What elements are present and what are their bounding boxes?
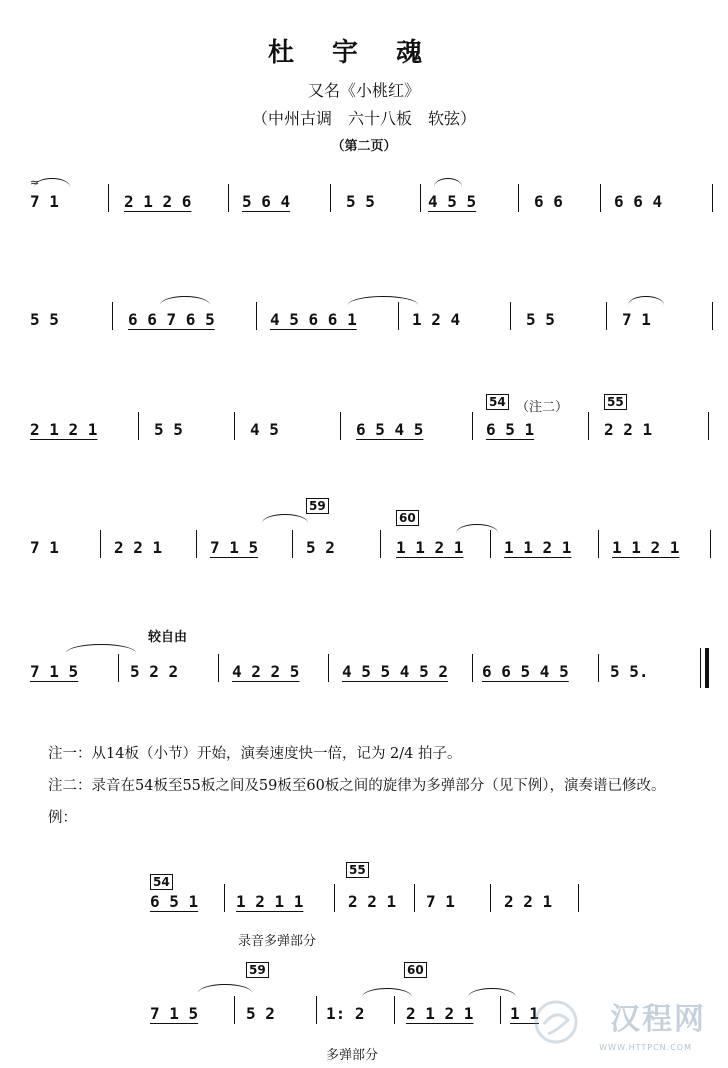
bar-line: [710, 530, 711, 558]
segment: 6 5 1: [486, 420, 535, 439]
bar-line: [328, 654, 329, 682]
example-row-1: [0, 862, 728, 952]
page-title: 杜宇魂: [267, 38, 460, 68]
page-label: （第二页）: [331, 139, 397, 154]
segment: 6 6: [534, 192, 563, 211]
segment: 1 1: [510, 1004, 539, 1023]
segment: 1 1 2 1: [504, 538, 572, 557]
bar-line: [598, 654, 599, 682]
slur-icon: [66, 644, 136, 653]
segment: 5 2: [306, 538, 335, 557]
segment: 7 1 5: [210, 538, 259, 557]
bar-line: [340, 412, 341, 440]
segment: 5 5: [346, 192, 375, 211]
note-2: 注二：录音在54板至55板之间及59板至60板之间的旋律为多弹部分（见下例），演奏谱已修改。: [48, 778, 666, 794]
segment: 4 5: [250, 420, 279, 439]
segment: 5 2: [246, 1004, 275, 1023]
segment: 6 6 4: [614, 192, 663, 211]
bar-line: [420, 184, 421, 212]
measure-marker: 54: [486, 394, 509, 410]
segment: 5 6 4: [242, 192, 291, 211]
measure-marker: 59: [246, 962, 269, 978]
segment: 4 5 5: [428, 192, 477, 211]
segment: 4 2 2 5: [232, 662, 300, 681]
bar-line: [292, 530, 293, 558]
slur-icon: [628, 296, 664, 305]
segment: 1: 2: [326, 1004, 365, 1023]
bar-line: [228, 184, 229, 212]
segment: 6 6 5 4 5: [482, 662, 569, 681]
final-bar-line-thick: [705, 648, 709, 688]
segment: 1 1 2 1: [396, 538, 464, 557]
segment: 2 1 2 6: [124, 192, 192, 211]
note-1: 注一：从14板（小节）开始，演奏速度快一倍，记为 2/4 拍子。: [48, 746, 462, 762]
segment: 5 5: [30, 310, 59, 329]
bar-line: [330, 184, 331, 212]
bar-line: [518, 184, 519, 212]
segment: 5 5.: [610, 662, 649, 681]
bar-line: [588, 412, 589, 440]
segment: 2 2 1: [504, 892, 553, 911]
bar-line: [108, 184, 109, 212]
slur-icon: [198, 984, 252, 993]
bar-line: [510, 302, 511, 330]
annotation: 较自由: [148, 630, 188, 645]
bar-line: [218, 654, 219, 682]
bar-line: [234, 412, 235, 440]
mordent-icon: ≈: [30, 176, 40, 189]
slur-icon: [362, 988, 412, 997]
segment: 5 5: [154, 420, 183, 439]
segment: 6 5 1: [150, 892, 199, 911]
segment: 6 5 4 5: [356, 420, 424, 439]
final-bar-line: [700, 648, 701, 688]
segment: 7 1: [30, 538, 59, 557]
segment: 7 1: [30, 192, 59, 211]
score-row-2: [0, 296, 728, 356]
segment: 2 2 1: [348, 892, 397, 911]
segment: 7 1: [622, 310, 651, 329]
watermark-text: 汉程网: [610, 1002, 706, 1037]
bar-line: [234, 996, 235, 1024]
bar-line: [380, 530, 381, 558]
bar-line: [118, 654, 119, 682]
bar-line: [112, 302, 113, 330]
segment: 1 2 1 1: [236, 892, 304, 911]
segment: 5 5: [526, 310, 555, 329]
bar-line: [578, 884, 579, 912]
slur-icon: [456, 524, 498, 533]
bar-line: [196, 530, 197, 558]
slur-icon: [262, 514, 308, 523]
slur-icon: [160, 296, 210, 305]
bar-line: [500, 996, 501, 1024]
score-row-5: [0, 622, 728, 702]
segment: 5 2 2: [130, 662, 179, 681]
measure-marker: 54: [150, 874, 173, 890]
segment: 1 2 4: [412, 310, 461, 329]
slur-icon: [468, 988, 516, 997]
measure-marker: 60: [396, 510, 419, 526]
bar-line: [598, 530, 599, 558]
measure-marker: 55: [604, 394, 627, 410]
bar-line: [394, 996, 395, 1024]
segment: 2 2 1: [604, 420, 653, 439]
slur-icon: [348, 296, 418, 305]
score-row-3: [0, 396, 728, 456]
annotation: （注二）: [516, 400, 569, 415]
segment: 7 1 5: [150, 1004, 199, 1023]
segment: 7 1 5: [30, 662, 79, 681]
segment: 4 5 5 4 5 2: [342, 662, 448, 681]
bar-line: [708, 412, 709, 440]
bar-line: [712, 302, 713, 330]
bar-line: [490, 884, 491, 912]
segment: 2 2 1: [114, 538, 163, 557]
segment: 7 1: [426, 892, 455, 911]
bar-line: [472, 654, 473, 682]
bar-line: [414, 884, 415, 912]
example-label: 例：: [48, 810, 77, 826]
bar-line: [606, 302, 607, 330]
score-row-1: [0, 178, 728, 238]
slur-icon: [434, 178, 462, 187]
bar-line: [334, 884, 335, 912]
segment: 2 1 2 1: [30, 420, 98, 439]
bar-line: [712, 184, 713, 212]
segment: 1 1 2 1: [612, 538, 680, 557]
bar-line: [138, 412, 139, 440]
measure-marker: 60: [404, 962, 427, 978]
measure-marker: 55: [346, 862, 369, 878]
watermark-url: WWW.HTTPCN.COM: [599, 1043, 692, 1052]
bar-line: [256, 302, 257, 330]
caption: 多弹部分: [326, 1048, 379, 1063]
bar-line: [472, 412, 473, 440]
segment: 6 6 7 6 5: [128, 310, 215, 329]
measure-marker: 59: [306, 498, 329, 514]
segment: 2 1 2 1: [406, 1004, 474, 1023]
slur-icon: [34, 178, 70, 187]
bar-line: [490, 530, 491, 558]
source-line: （中州古调 六十八板 软弦）: [251, 109, 476, 128]
segment: 4 5 6 6 1: [270, 310, 357, 329]
bar-line: [316, 996, 317, 1024]
bar-line: [224, 884, 225, 912]
score-row-4: [0, 496, 728, 576]
subtitle: 又名《小桃红》: [307, 81, 420, 100]
bar-line: [398, 302, 399, 330]
caption: 录音多弹部分: [238, 934, 317, 949]
bar-line: [100, 530, 101, 558]
bar-line: [600, 184, 601, 212]
